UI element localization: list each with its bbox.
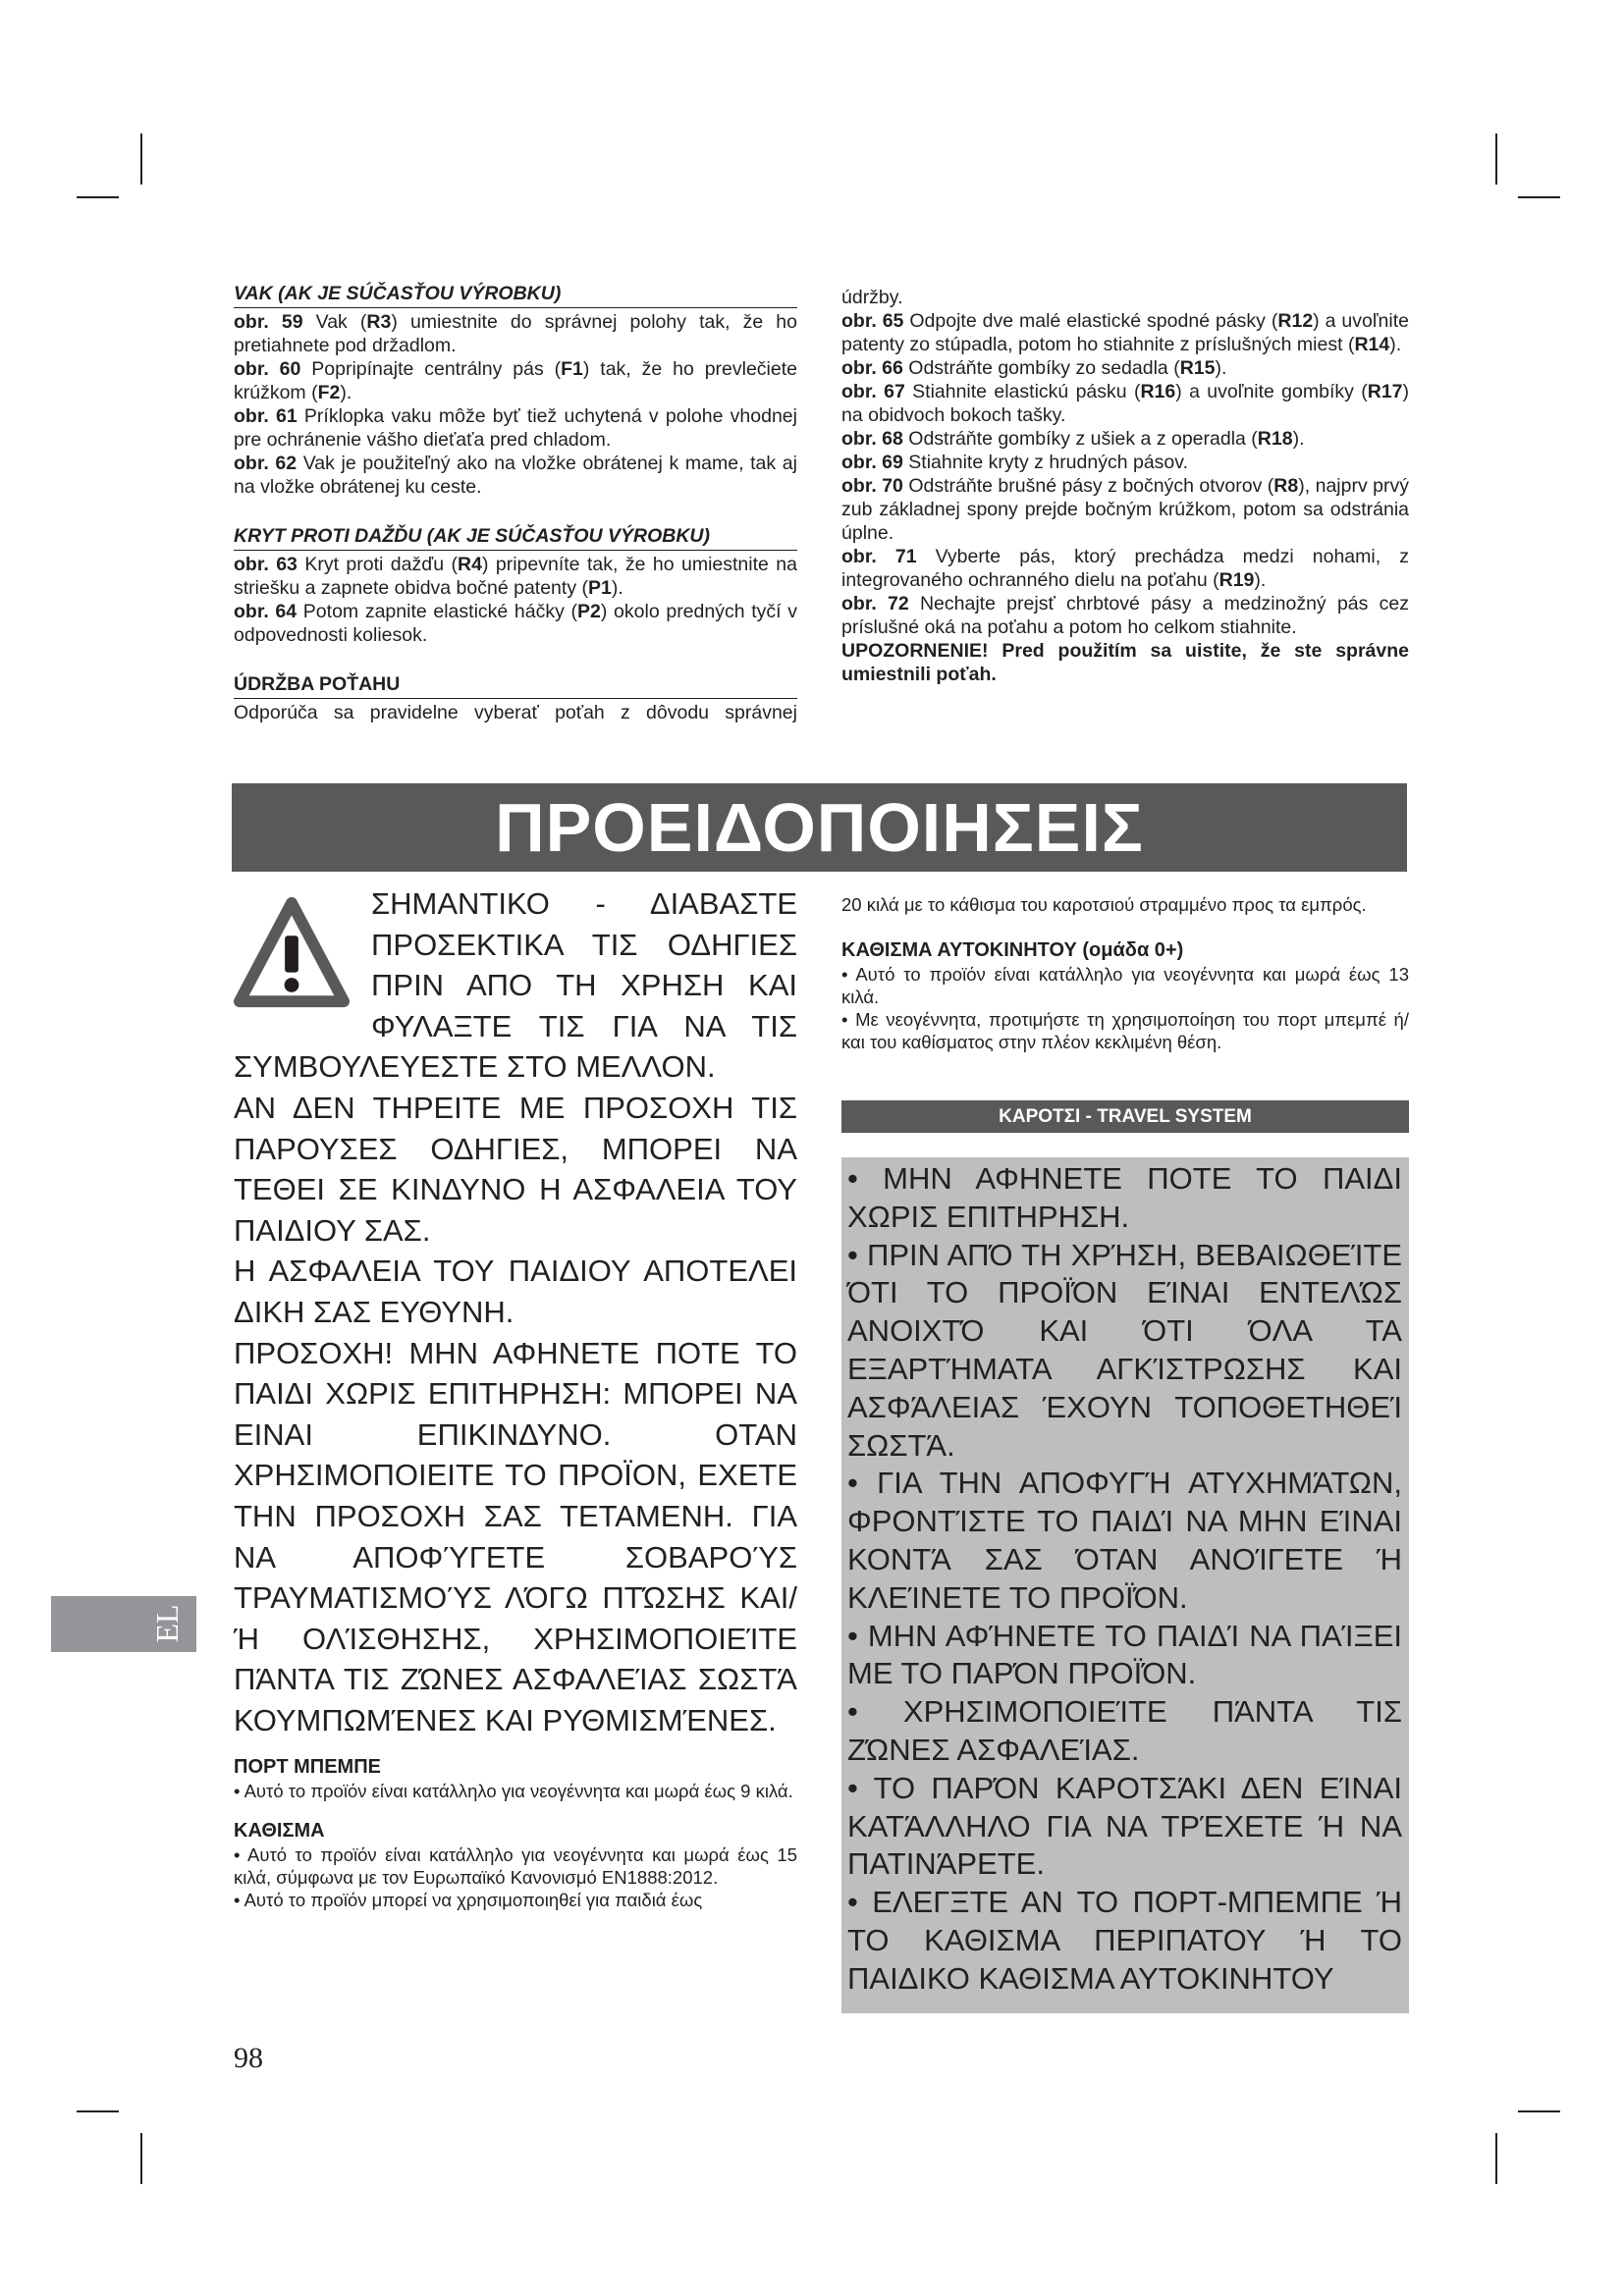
- crop-mark: [1518, 196, 1560, 198]
- warning-text-3: ΠΡΟΣΟΧΗ! ΜΗΝ ΑΦΗΝΕΤΕ ΠΟΤΕ ΤΟ ΠΑΙΔΙ ΧΩΡΙΣ ΕΠΙΤΗΡΗΣΗ: ΜΠΟΡΕΙ ΝΑ ΕΙΝΑΙ ΕΠΙΚΙΝΔΥΝΟ. ΟΤΑΝ ΧΡΗΣΙΜΟΠΟΙΕΙΤΕ ΤΟ ΠΡΟΪΟΝ, ΕΧΕΤΕ ΤΗΝ ΠΡΟΣΟΧΗ ΣΑΣ ΤΕΤΑΜΕΝΗ. ΓΙΑ ΝΑ ΑΠΟΦΎΓΕΤΕ ΣΟΒΑΡΟΎΣ ΤΡΑΥΜΑΤΙΣΜΟΎΣ ΛΌΓΩ ΠΤΏΣΗΣ ΚΑΙ/Ή ΟΛΊΣΘΗΣΗΣ, ΧΡΗΣΙΜΟΠΟΙΕΊΤΕ ΠΆΝΤΑ ΤΙΣ ΖΏΝΕΣ ΑΣΦΑΛΕΊΑΣ ΣΩΣΤΆ ΚΟΥΜΠΩΜΈΝΕΣ ΚΑΙ ΡΥΘΜΙΣΜΈΝΕΣ.: [234, 1335, 797, 1737]
- udrzba-intro-cont: údržby.: [841, 287, 903, 308]
- instruction-65: obr. 65 Odpojte dve malé elastické spodné pásky (R12) a uvoľnite patenty zo stúpadla, potom ho stiahnite z príslušných miest (R14).: [841, 310, 1409, 355]
- crop-mark: [77, 196, 119, 198]
- instruction-70: obr. 70 Odstráňte brušné pásy z bočných otvorov (R8), najprv prvý zub základnej spony prejde bočným krúžkom, potom sa odstránia úplne.: [841, 475, 1409, 544]
- box-bullet-4: • ΜΗΝ ΑΦΉΝΕΤΕ ΤΟ ΠΑΙΔΊ ΝΑ ΠΑΊΞΕΙ ΜΕ ΤΟ ΠΑΡΌΝ ΠΡΟΪΌΝ.: [847, 1618, 1402, 1691]
- instruction-66: obr. 66 Odstráňte gombíky zo sedadla (R15).: [841, 357, 1227, 379]
- crop-mark: [1495, 133, 1497, 185]
- car-seat-bullet-2: • Με νεογέννητα, προτιμήστε τη χρησιμοποίηση του πορτ μπεμπέ ή/και του καθίσματος στην πλέον κεκλιμένη θέση.: [841, 1009, 1409, 1052]
- slovak-left-column: [234, 282, 797, 724]
- seat-heading: ΚΑΘΙΣΜΑ: [234, 1820, 325, 1842]
- box-bullet-7: • ΕΛΕΓΞΤΕ ΑΝ ΤΟ ΠΟΡΤ-ΜΠΕΜΠΕ Ή ΤΟ ΚΑΘΙΣΜΑ ΠΕΡΙΠΑΤΟΥ Ή ΤΟ ΠΑΙΔΙΚΟ ΚΑΘΙΣΜΑ ΑΥΤΟΚΙΝΗΤΟΥ: [847, 1885, 1402, 1996]
- instruction-59: obr. 59 Vak (R3) umiestnite do správnej polohy tak, že ho pretiahnete pod držadlom.: [234, 311, 797, 356]
- udrzba-intro: Odporúča sa pravidelne vyberať poťah z dôvodu správnej: [234, 702, 797, 723]
- instruction-71: obr. 71 Vyberte pás, ktorý prechádza medzi nohami, z integrovaného ochranného dielu na poťahu (R19).: [841, 546, 1409, 591]
- crop-mark: [140, 2133, 142, 2184]
- crop-mark: [1495, 2133, 1497, 2184]
- section-heading-kryt: KRYT PROTI DAŽĎU (AK JE SÚČASŤOU VÝROBKU): [234, 524, 797, 551]
- instruction-60: obr. 60 Popripínajte centrálny pás (F1) tak, že ho prevlečiete krúžkom (F2).: [234, 358, 797, 403]
- seat-bullet-2: • Αυτό το προϊόν μπορεί να χρησιμοποιηθεί για παιδιά έως: [234, 1890, 703, 1911]
- instruction-63: obr. 63 Kryt proti dažďu (R4) pripevníte tak, že ho umiestnite na striešku a zapnete obidva bočné patenty (P1).: [234, 554, 797, 599]
- travel-system-heading: ΚΑΡΟΤΣΙ - TRAVEL SYSTEM: [841, 1100, 1409, 1133]
- seat-bullet-2-cont: 20 κιλά με το κάθισμα του καροτσιού στραμμένο προς τα εμπρός.: [841, 894, 1367, 915]
- instruction-69: obr. 69 Stiahnite kryty z hrudných pásov.: [841, 452, 1188, 473]
- instruction-62: obr. 62 Vak je použiteľný ako na vložke obrátenej k mame, tak aj na vložke obrátenej ku ceste.: [234, 453, 797, 498]
- section-heading-udrzba: ÚDRŽBA POŤAHU: [234, 672, 797, 699]
- slovak-right-column: [841, 286, 1409, 686]
- language-tab-label: EL: [149, 1604, 185, 1643]
- greek-left-column: [234, 883, 797, 1911]
- instruction-67: obr. 67 Stiahnite elastickú pásku (R16) a uvoľnite gombíky (R17) na obidvoch bokoch tašky.: [841, 381, 1410, 426]
- language-tab: [51, 1596, 196, 1652]
- warning-text-1: ΑΝ ΔΕΝ ΤΗΡΕΙΤΕ ΜΕ ΠΡΟΣΟΧΗ ΤΙΣ ΠΑΡΟΥΣΕΣ ΟΔΗΓΙΕΣ, ΜΠΟΡΕΙ ΝΑ ΤΕΘΕΙ ΣΕ ΚΙΝΔΥΝΟ Η ΑΣΦΑΛΕΙΑ ΤΟΥ ΠΑΙΔΙΟΥ ΣΑΣ.: [234, 1090, 797, 1248]
- box-bullet-3: • ΓΙΑ ΤΗΝ ΑΠΟΦΥΓΉ ΑΤΥΧΗΜΆΤΩΝ, ΦΡΟΝΤΊΣΤΕ ΤΟ ΠΑΙΔΊ ΝΑ ΜΗΝ ΕΊΝΑΙ ΚΟΝΤΆ ΣΑΣ ΌΤΑΝ ΑΝΟΊΓΕΤΕ Ή ΚΛΕΊΝΕΤΕ ΤΟ ΠΡΟΪΌΝ.: [847, 1466, 1402, 1615]
- port-bebe-bullet: • Αυτό το προϊόν είναι κατάλληλο για νεογέννητα και μωρά έως 9 κιλά.: [234, 1781, 793, 1802]
- car-seat-bullet-1: • Αυτό το προϊόν είναι κατάλληλο για νεογέννητα και μωρά έως 13 κιλά.: [841, 964, 1409, 1007]
- box-bullet-2: • ΠΡΙΝ ΑΠΌ ΤΗ ΧΡΉΣΗ, ΒΕΒΑΙΩΘΕΊΤΕ ΌΤΙ ΤΟ ΠΡΟΪΌΝ ΕΊΝΑΙ ΕΝΤΕΛΏΣ ΑΝΟΙΧΤΌ ΚΑΙ ΌΤΙ ΌΛΑ ΤΑ ΕΞΑΡΤΉΜΑΤΑ ΑΓΚΊΣΤΡΩΣΗΣ ΚΑΙ ΑΣΦΆΛΕΙΑΣ ΈΧΟΥΝ ΤΟΠΟΘΕΤΗΘΕΊ ΣΩΣΤΆ.: [847, 1237, 1402, 1463]
- box-bullet-5: • ΧΡΗΣΙΜΟΠΟΙΕΊΤΕ ΠΆΝΤΑ ΤΙΣ ΖΏΝΕΣ ΑΣΦΑΛΕΊΑΣ.: [847, 1694, 1402, 1767]
- instruction-61: obr. 61 Príklopka vaku môže byť tiež uchytená v polohe vhodnej pre ochránenie vášho dieťaťa pred chladom.: [234, 405, 797, 451]
- crop-mark: [77, 2110, 119, 2112]
- seat-bullet-1: • Αυτό το προϊόν είναι κατάλληλο για νεογέννητα και μωρά έως 15 κιλά, σύμφωνα με τον Ευρωπαϊκό Κανονισμό EN1888:2012.: [234, 1844, 797, 1889]
- important-notice: ΣΗΜΑΝΤΙΚΟ - ΔΙΑΒΑΣΤΕ ΠΡΟΣΕΚΤΙΚΑ ΤΙΣ ΟΔΗΓΙΕΣ ΠΡΙΝ ΑΠΟ ΤΗ ΧΡΗΣΗ ΚΑΙ ΦΥΛΑΞΤΕ ΤΙΣ ΓΙΑ ΝΑ ΤΙΣ ΣΥΜΒΟΥΛΕΥΕΣΤΕ ΣΤΟ ΜΕΛΛΟΝ.: [234, 886, 797, 1085]
- udrzba-warning: UPOZORNENIE! Pred použitím sa uistite, že ste správne umiestnili poťah.: [841, 640, 1409, 685]
- warning-text-2: Η ΑΣΦΑΛΕΙΑ ΤΟΥ ΠΑΙΔΙΟΥ ΑΠΟΤΕΛΕΙ ΔΙΚΗ ΣΑΣ ΕΥΘΥΝΗ.: [234, 1254, 797, 1329]
- box-bullet-6: • ΤΟ ΠΑΡΌΝ ΚΑΡΟΤΣΆΚΙ ΔΕΝ ΕΊΝΑΙ ΚΑΤΆΛΛΗΛΟ ΓΙΑ ΝΑ ΤΡΈΧΕΤΕ Ή ΝΑ ΠΑΤΙΝΆΡΕΤΕ.: [847, 1770, 1402, 1882]
- heading-italic: AK JE SÚČASŤOU VÝROBKU: [284, 283, 555, 304]
- crop-mark: [1518, 2110, 1560, 2112]
- greek-right-column: [841, 893, 1409, 1053]
- warnings-banner: ΠΡΟΕΙΔΟΠΟΙΗΣΕΙΣ: [232, 783, 1407, 872]
- crop-mark: [140, 133, 142, 185]
- warning-triangle-icon: [234, 895, 350, 1011]
- box-bullet-1: • ΜΗΝ ΑΦΗΝΕΤΕ ΠΟΤΕ ΤΟ ΠΑΙΔΙ ΧΩΡΙΣ ΕΠΙΤΗΡΗΣΗ.: [847, 1161, 1402, 1234]
- port-bebe-heading: ΠΟΡΤ ΜΠΕΜΠΕ: [234, 1756, 381, 1779]
- instruction-72: obr. 72 Nechajte prejsť chrbtové pásy a medzinožný pás cez príslušné oká na poťahu a potom ho celkom stiahnite.: [841, 593, 1409, 638]
- instruction-68: obr. 68 Odstráňte gombíky z ušiek a z operadla (R18).: [841, 428, 1305, 450]
- heading-italic: AK JE SÚČASŤOU VÝROBKU: [433, 525, 704, 547]
- travel-system-warning-box: [841, 1157, 1409, 2013]
- page-number: 98: [234, 2042, 263, 2074]
- instruction-64: obr. 64 Potom zapnite elastické háčky (P2) okolo predných tyčí v odpovednosti koliesok.: [234, 601, 797, 646]
- section-heading-vak: VAK (AK JE SÚČASŤOU VÝROBKU): [234, 282, 797, 308]
- car-seat-heading: ΚΑΘΙΣΜΑ ΑΥΤΟΚΙΝΗΤΟΥ (ομάδα 0+): [841, 939, 1184, 961]
